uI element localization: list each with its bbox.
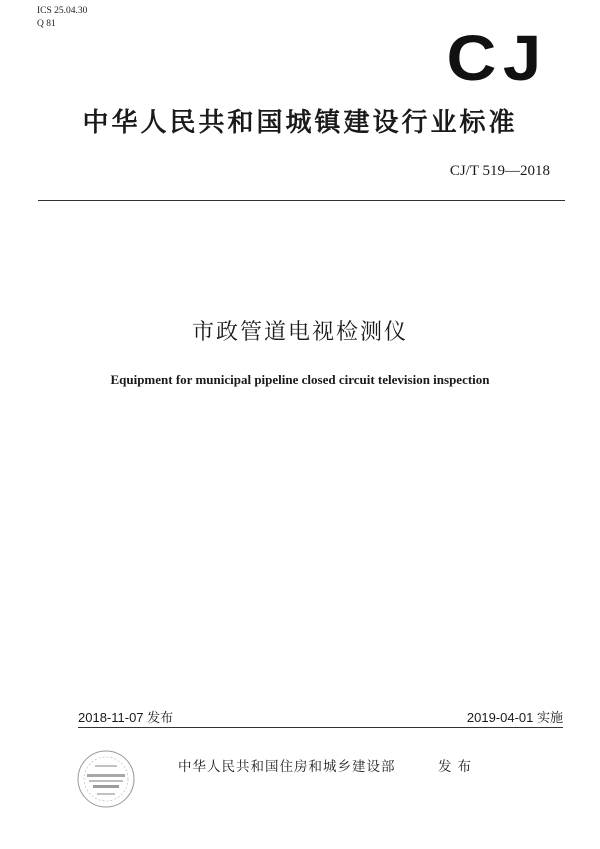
issuing-label: 发布 [438,759,477,775]
cj-logo: CJ [446,22,548,94]
top-divider [38,200,565,201]
classification-code: Q 81 [37,19,56,29]
authority-title: 中华人民共和国城镇建设行业标准 [82,108,518,138]
implementation-date: 2019-04-01 实施 [466,710,563,725]
document-title-chinese: 市政管道电视检测仪 [191,320,408,345]
issuing-authority: 中华人民共和国住房和城乡建设部 [178,759,396,775]
bottom-divider [78,727,563,728]
ics-code: ICS 25.04.30 [37,6,88,16]
stamp-seal-icon [75,748,137,810]
document-title-english: Equipment for municipal pipeline closed circuit television inspection [110,372,490,387]
classification-codes [37,5,87,31]
standard-number: CJ/T 519—2018 [449,163,550,179]
issue-date: 2018-11-07 发布 [78,710,174,725]
